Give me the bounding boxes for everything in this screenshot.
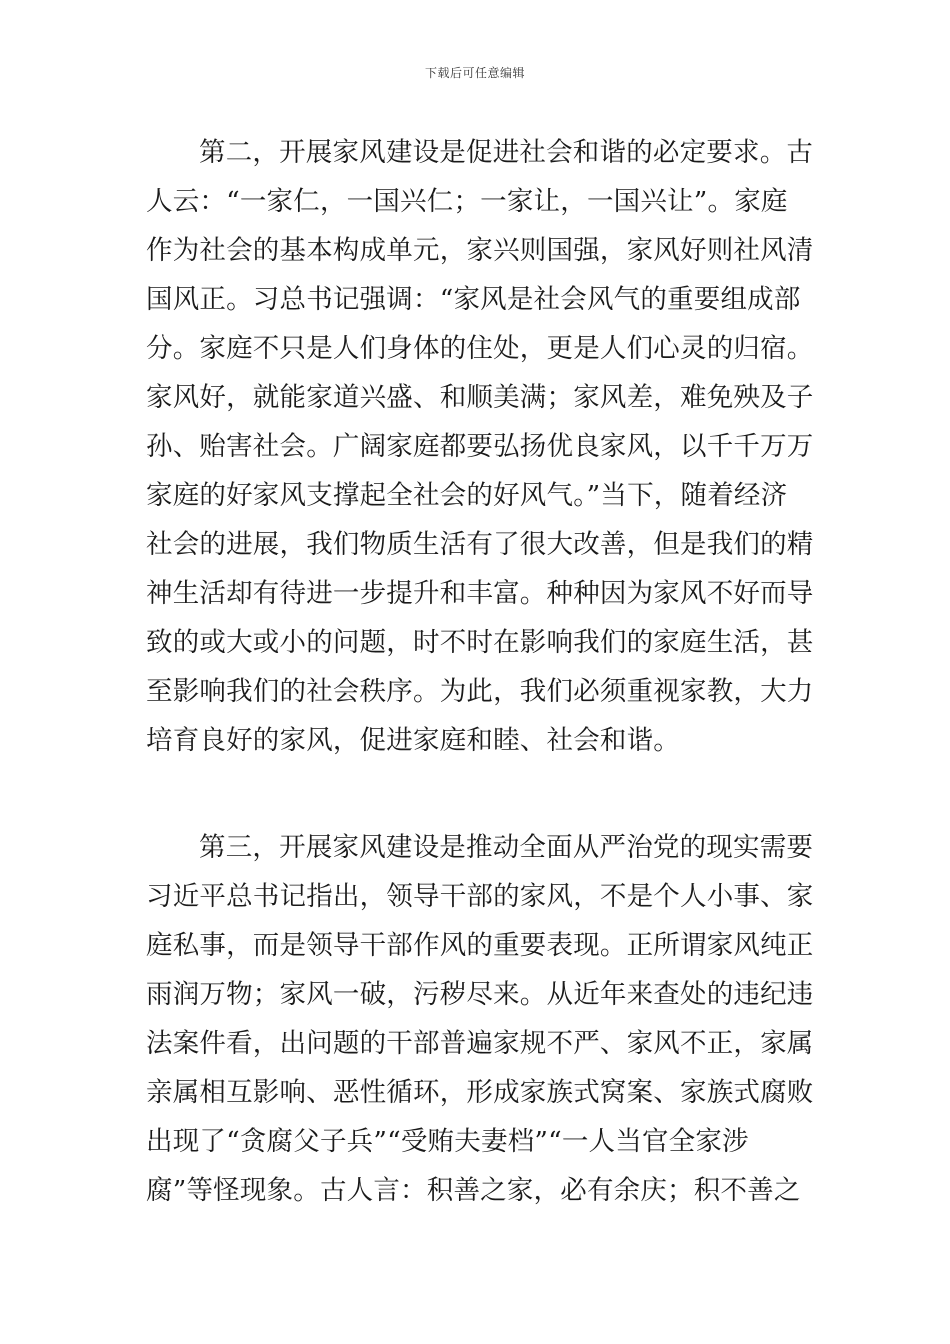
- header-note: 下载后可任意编辑: [424, 66, 525, 80]
- text-line: 致的或大或小的问题，时不时在影响我们的家庭生活，甚: [146, 627, 814, 658]
- paragraph-family-style-party-governance: [146, 823, 814, 1215]
- text-line: 腐”等怪现象。古人言：积善之家，必有余庆；积不善之: [146, 1175, 801, 1206]
- text-line: 国风正。习总书记强调：“家风是社会风气的重要组成部: [146, 284, 801, 315]
- text-line: 家庭的好家风支撑起全社会的好风气。”当下，随着经济: [146, 480, 788, 511]
- text-line: 作为社会的基本构成单元，家兴则国强，家风好则社风清: [146, 235, 814, 266]
- paragraph-family-style-social-harmony: [146, 128, 814, 765]
- text-line: 孙、贻害社会。广阔家庭都要弘扬优良家风，以千千万万: [146, 431, 814, 462]
- text-line: 庭私事，而是领导干部作风的重要表现。正所谓家风纯正: [146, 930, 814, 961]
- text-line: 法案件看，出问题的干部普遍家规不严、家风不正，家属: [146, 1028, 814, 1059]
- text-line: 分。家庭不只是人们身体的住处，更是人们心灵的归宿。: [146, 333, 814, 364]
- text-line: 培育良好的家风，促进家庭和睦、社会和谐。: [146, 725, 680, 756]
- text-line: 第二，开展家风建设是促进社会和谐的必定要求。古: [199, 137, 814, 168]
- text-line: 亲属相互影响、恶性循环，形成家族式窝案、家族式腐败: [146, 1077, 814, 1108]
- text-line: 第三，开展家风建设是推动全面从严治党的现实需要: [199, 832, 814, 863]
- text-line: 至影响我们的社会秩序。为此，我们必须重视家教，大力: [146, 676, 814, 707]
- text-line: 雨润万物；家风一破，污秽尽来。从近年来查处的违纪违: [146, 979, 814, 1010]
- text-line: 出现了“贪腐父子兵”“受贿夫妻档”“一人当官全家涉: [146, 1126, 749, 1157]
- text-line: 家风好，就能家道兴盛、和顺美满；家风差，难免殃及子: [146, 382, 814, 413]
- text-line: 人云：“一家仁，一国兴仁；一家让，一国兴让”。家庭: [146, 186, 788, 217]
- text-line: 神生活却有待进一步提升和丰富。种种因为家风不好而导: [146, 578, 814, 609]
- text-line: 社会的进展，我们物质生活有了很大改善，但是我们的精: [146, 529, 814, 560]
- text-line: 习近平总书记指出，领导干部的家风，不是个人小事、家: [146, 881, 814, 912]
